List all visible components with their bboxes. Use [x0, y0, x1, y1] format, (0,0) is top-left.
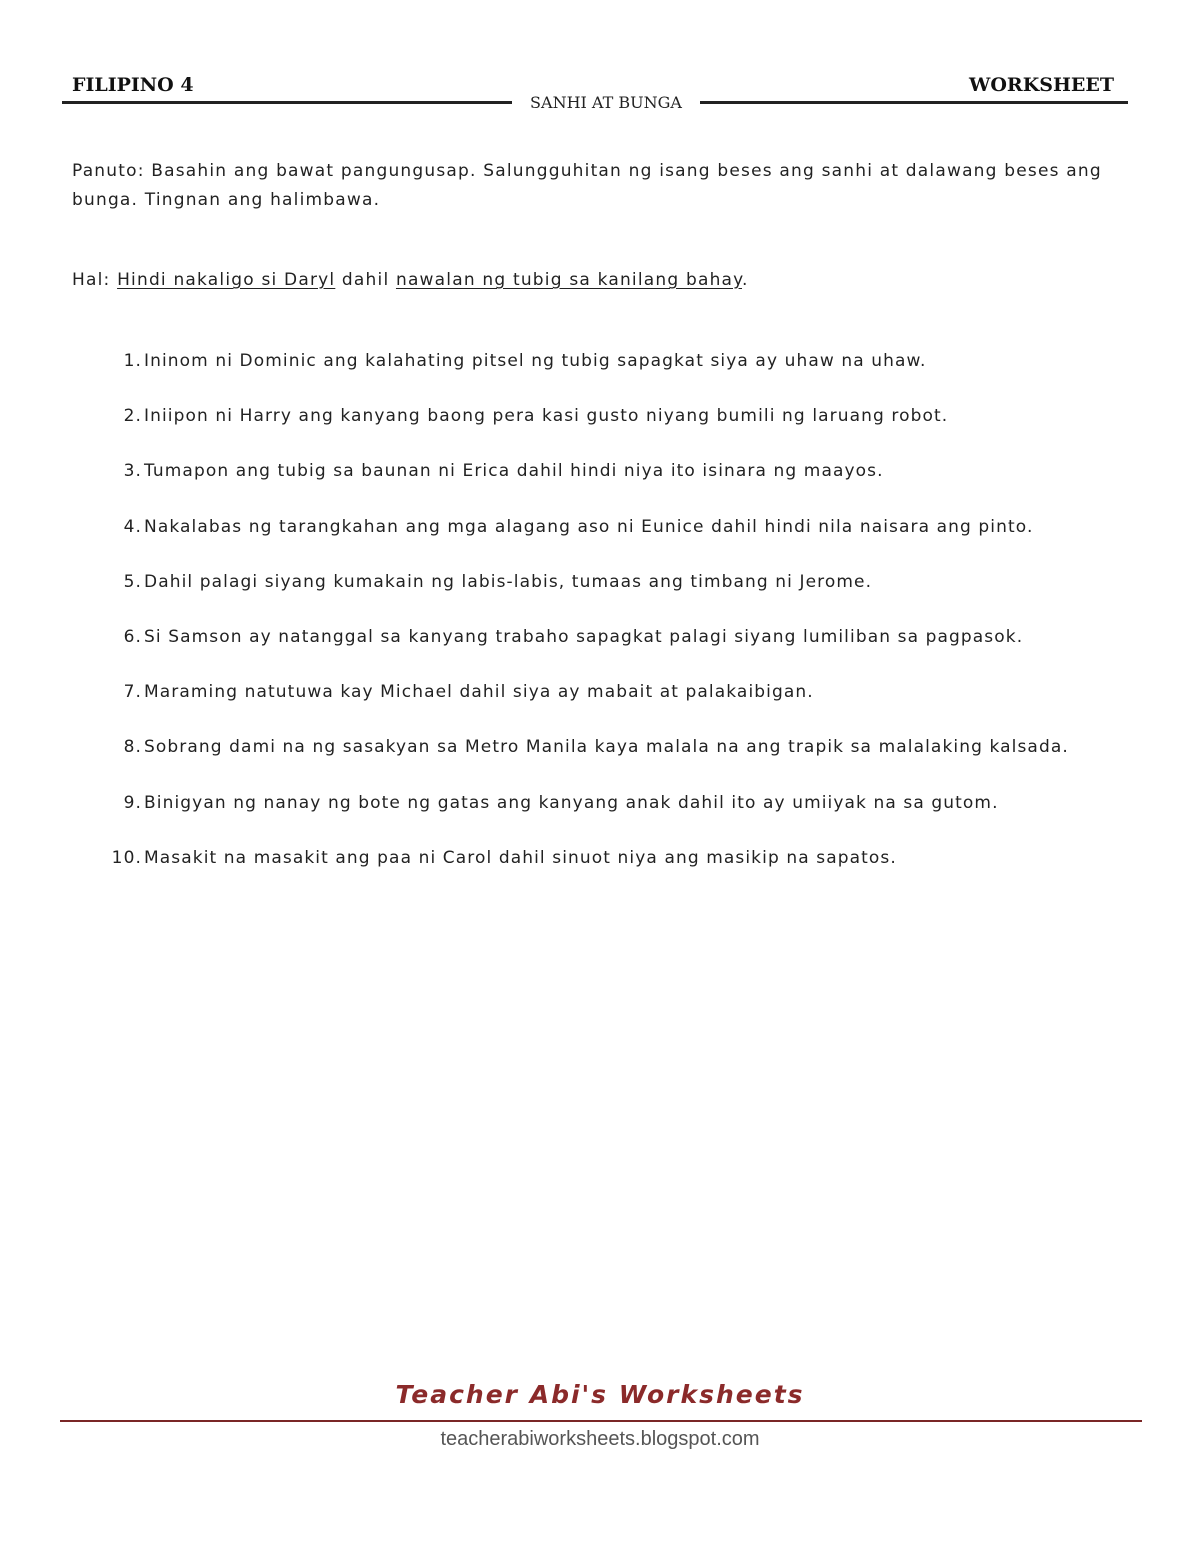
- example-suffix: .: [742, 270, 749, 290]
- example-connector: dahil: [335, 270, 396, 290]
- brand-name: Teacher Abi's Worksheets: [395, 1380, 805, 1409]
- list-item: [100, 572, 1180, 627]
- item-text: Sobrang dami na ng sasakyan sa Metro Manila kaya malala na ang trapik sa malalaking kalsada.: [144, 737, 1069, 758]
- example-sentence: [72, 270, 1122, 290]
- item-text: Nakalabas ng tarangkahan ang mga alagang aso ni Eunice dahil hindi nila naisara ang pinto.: [144, 516, 1034, 537]
- topic-title: SANHI AT BUNGA: [530, 93, 682, 112]
- item-number: 4.: [123, 516, 142, 537]
- worksheet-label: WORKSHEET: [969, 74, 1114, 96]
- subject-label: FILIPINO 4: [72, 74, 194, 96]
- website-url: teacherabiworksheets.blogspot.com: [440, 1428, 760, 1450]
- list-item: [100, 682, 1180, 737]
- list-item: [100, 461, 1180, 516]
- example-effect: Hindi nakaligo si Daryl: [117, 270, 336, 290]
- item-text: Ininom ni Dominic ang kalahating pitsel ng tubig sapagkat siya ay uhaw na uhaw.: [144, 351, 927, 371]
- header-rule-right: [700, 101, 1128, 104]
- list-item: [100, 517, 1180, 572]
- question-list: [100, 351, 1180, 903]
- list-item: [100, 793, 1180, 848]
- item-text: Maraming natutuwa kay Michael dahil siya ay mabait at palakaibigan.: [144, 682, 814, 703]
- item-number: 1.: [123, 351, 142, 371]
- item-text: Masakit na masakit ang paa ni Carol dahil sinuot niya ang masikip na sapatos.: [144, 847, 897, 868]
- item-number: 10.: [111, 847, 142, 868]
- example-prefix: Hal:: [72, 270, 118, 290]
- item-text: Dahil palagi siyang kumakain ng labis-labis, tumaas ang timbang ni Jerome.: [144, 571, 873, 592]
- example-cause: nawalan ng tubig sa kanilang bahay: [395, 270, 743, 290]
- item-number: 9.: [123, 792, 142, 813]
- item-text: Iniipon ni Harry ang kanyang baong pera kasi gusto niyang bumili ng laruang robot.: [144, 406, 949, 427]
- header-rule-left: [62, 101, 512, 104]
- list-item: [100, 737, 1180, 792]
- item-text: Tumapon ang tubig sa baunan ni Erica dahil hindi niya ito isinara ng maayos.: [144, 461, 884, 482]
- item-text: Si Samson ay natanggal sa kanyang trabaho sapagkat palagi siyang lumiliban sa pagpasok.: [144, 626, 1024, 647]
- list-item: [100, 406, 1180, 461]
- item-number: 8.: [123, 737, 142, 758]
- item-number: 3.: [123, 461, 142, 482]
- item-text: Binigyan ng nanay ng bote ng gatas ang kanyang anak dahil ito ay umiiyak na sa gutom.: [144, 792, 999, 813]
- item-number: 5.: [123, 571, 142, 592]
- list-item: [100, 848, 1180, 903]
- footer-rule: [60, 1420, 1142, 1422]
- instructions: Panuto: Basahin ang bawat pangungusap. Salungguhitan ng isang beses ang sanhi at dalawang beses ang bunga. Tingnan ang halimbawa.: [72, 161, 1102, 210]
- item-number: 2.: [123, 406, 142, 427]
- list-item: [100, 351, 1180, 406]
- item-number: 7.: [123, 682, 142, 703]
- item-number: 6.: [123, 626, 142, 647]
- list-item: [100, 627, 1180, 682]
